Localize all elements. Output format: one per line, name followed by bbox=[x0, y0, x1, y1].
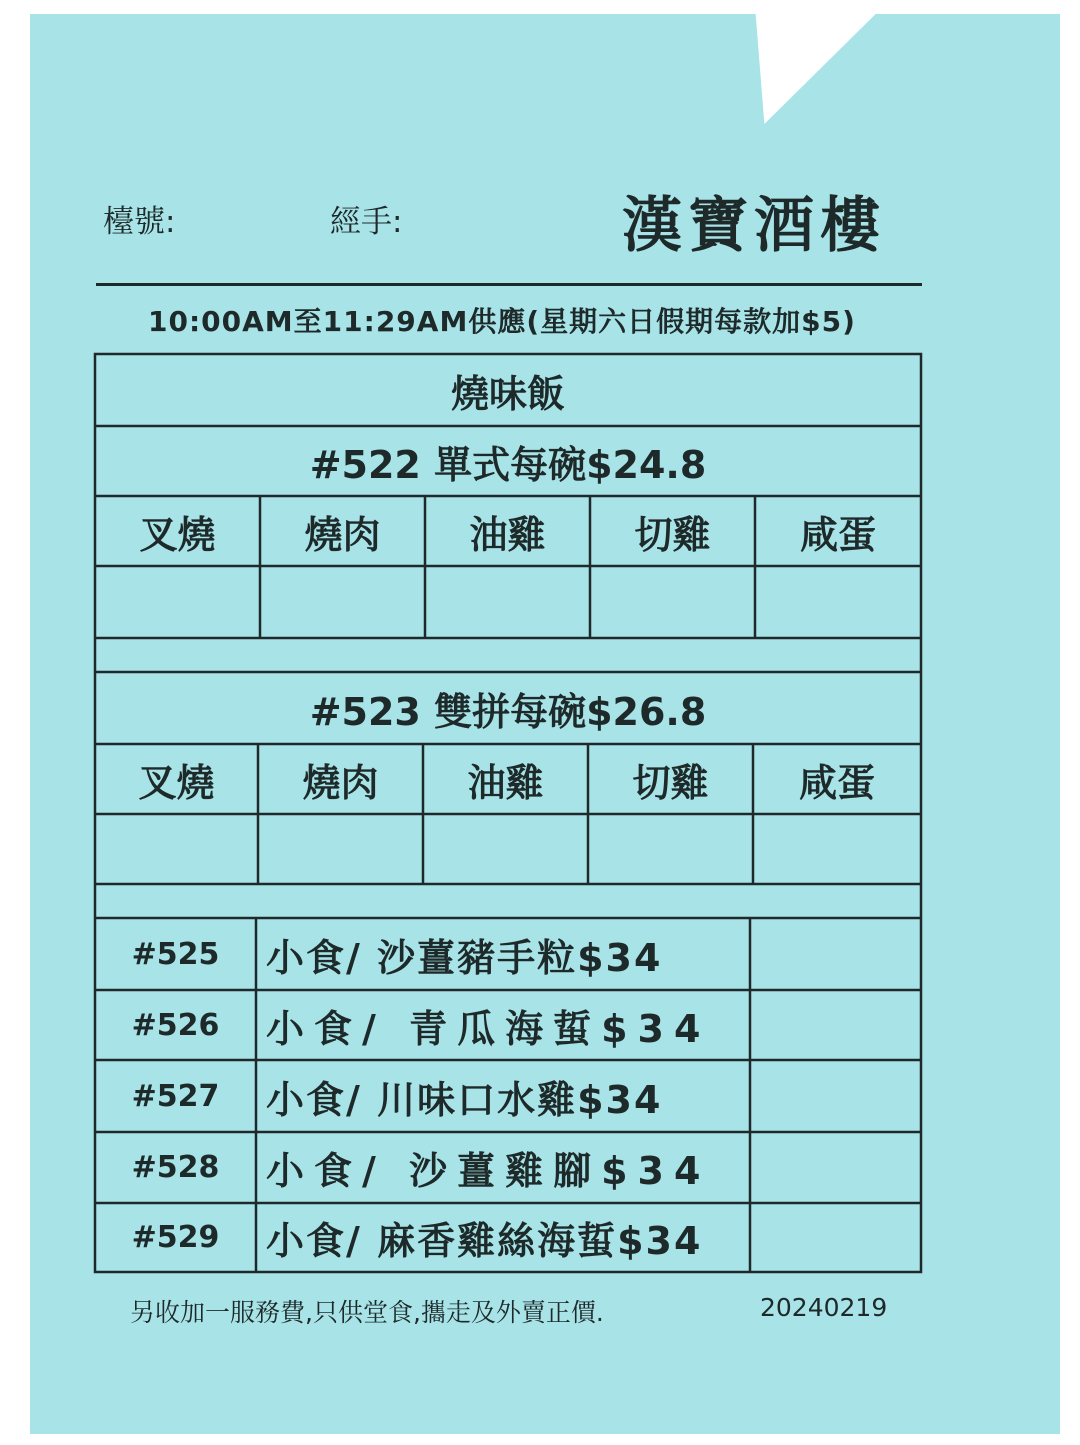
set-heading-522: #522 單式每碗$24.8 bbox=[309, 442, 707, 487]
snack-name: 小食/ 沙薑雞腳$34 bbox=[266, 1149, 711, 1193]
set-522-entry-5[interactable] bbox=[755, 566, 921, 638]
footer-note: 另收加一服務費,只供堂食,攜走及外賣正價. bbox=[130, 1298, 604, 1327]
set-522-column-4: 切雞 bbox=[634, 512, 711, 557]
snack-qty-entry[interactable] bbox=[750, 1203, 921, 1272]
snack-code: #527 bbox=[131, 1078, 220, 1114]
set-523-entry-2[interactable] bbox=[258, 814, 423, 884]
snack-qty-entry[interactable] bbox=[750, 1060, 921, 1132]
print-code: 20240219 bbox=[760, 1293, 888, 1322]
hours-note: 10:00AM至11:29AM供應(星期六日假期每款加$5) bbox=[148, 305, 856, 338]
snack-name: 小食/ 青瓜海蜇$34 bbox=[266, 1006, 711, 1051]
table-number-label: 檯號: bbox=[103, 204, 176, 240]
set-523-column-4: 切雞 bbox=[632, 760, 709, 805]
snack-code: #525 bbox=[131, 936, 220, 972]
set-523-column-5: 咸蛋 bbox=[798, 760, 875, 805]
set-522-entry-3[interactable] bbox=[425, 566, 590, 638]
set-522-entry-2[interactable] bbox=[260, 566, 425, 638]
snack-code: #528 bbox=[131, 1150, 220, 1185]
restaurant-name: 漢寶酒樓 bbox=[622, 191, 886, 261]
snack-code: #529 bbox=[131, 1220, 220, 1255]
set-522-column-2: 燒肉 bbox=[304, 512, 381, 557]
set-522-column-1: 叉燒 bbox=[139, 512, 216, 557]
set-523-column-2: 燒肉 bbox=[302, 760, 379, 805]
set-523-entry-1[interactable] bbox=[95, 814, 258, 884]
set-522-column-3: 油雞 bbox=[469, 512, 546, 557]
set-523-column-1: 叉燒 bbox=[138, 760, 215, 805]
set-heading-523: #523 雙拼每碗$26.8 bbox=[309, 689, 707, 734]
set-523-entry-3[interactable] bbox=[423, 814, 588, 884]
snack-qty-entry[interactable] bbox=[750, 918, 921, 990]
snack-qty-entry[interactable] bbox=[750, 990, 921, 1060]
snack-name: 小食/ 麻香雞絲海蜇$34 bbox=[266, 1219, 703, 1263]
set-522-entry-4[interactable] bbox=[590, 566, 755, 638]
snack-code: #526 bbox=[131, 1007, 220, 1043]
snack-name: 小食/ 沙薑豬手粒$34 bbox=[266, 935, 663, 980]
set-523-entry-4[interactable] bbox=[588, 814, 753, 884]
set-522-entry-1[interactable] bbox=[95, 566, 260, 638]
set-523-column-3: 油雞 bbox=[467, 760, 544, 805]
snack-name: 小食/ 川味口水雞$34 bbox=[266, 1077, 663, 1122]
set-522-column-5: 咸蛋 bbox=[799, 512, 876, 557]
handler-label: 經手: bbox=[330, 204, 403, 240]
set-523-entry-5[interactable] bbox=[753, 814, 921, 884]
snack-qty-entry[interactable] bbox=[750, 1132, 921, 1203]
menu-title: 燒味飯 bbox=[450, 371, 565, 416]
